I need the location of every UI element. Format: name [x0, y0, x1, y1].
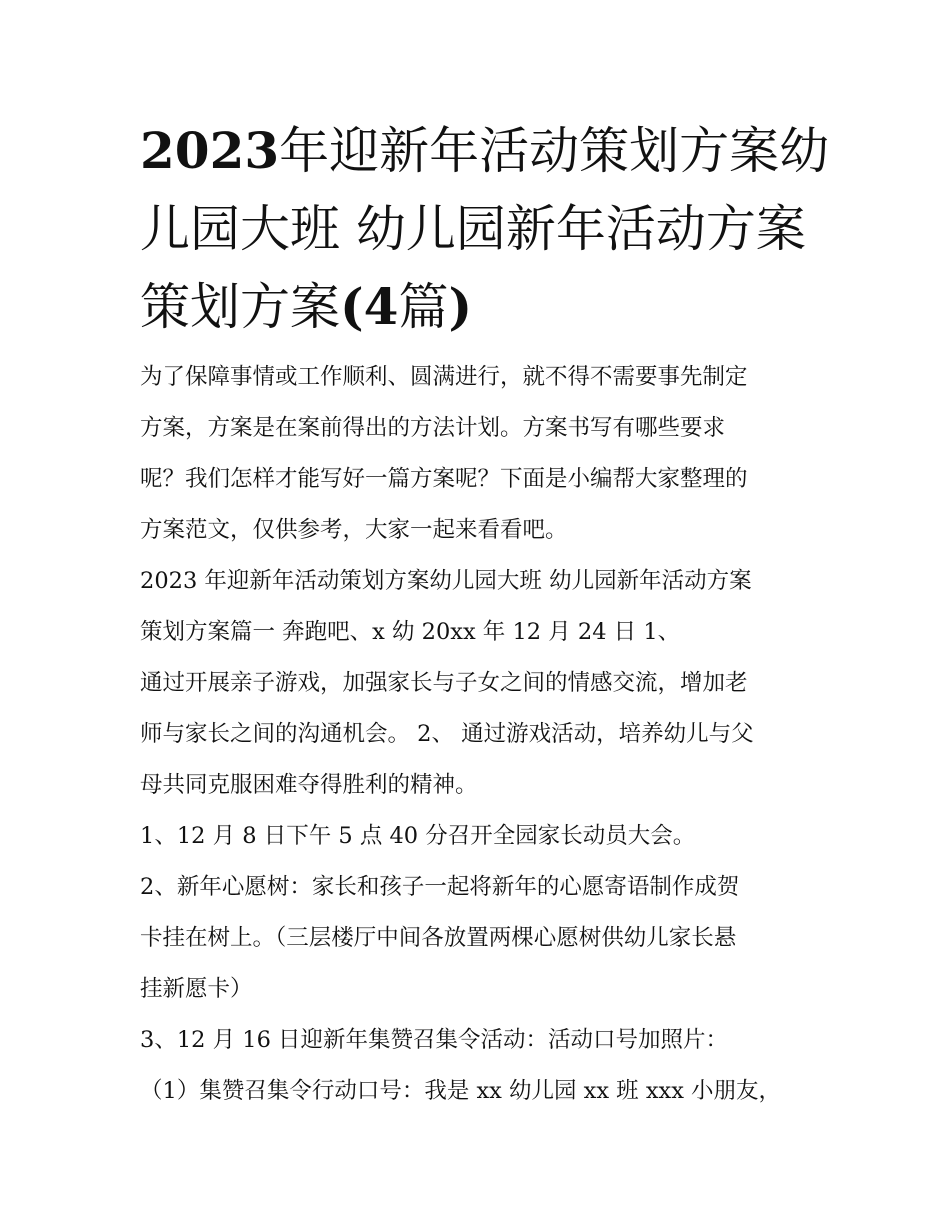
title-close-paren: )	[448, 277, 473, 336]
body-line: 1、12 月 8 日下午 5 点 40 分召开全园家长动员大会。	[140, 823, 696, 849]
body-line: （1）集赞召集令行动口号：我是 xx 幼儿园 xx 班 xxx 小朋友，	[140, 1078, 782, 1104]
title-year: 2023	[140, 121, 280, 180]
body-line: 为了保障事情或工作顺利、圆满进行，就不得不需要事先制定	[140, 364, 748, 390]
title-count-unit: 篇	[398, 278, 449, 336]
title-line-2: 儿园大班 幼儿园新年活动方案	[140, 200, 806, 258]
title-line-1-text: 年迎新年活动策划方案幼	[279, 122, 830, 180]
body-line: 策划方案篇一 奔跑吧、x 幼 20xx 年 12 月 24 日 1、	[140, 619, 681, 645]
title-line-1	[140, 112, 830, 190]
body-line: 呢？我们怎样才能写好一篇方案呢？下面是小编帮大家整理的	[140, 466, 748, 492]
body-line: 母共同克服困难夺得胜利的精神。	[140, 772, 478, 798]
body-line: 2023 年迎新年活动策划方案幼儿园大班 幼儿园新年活动方案	[140, 568, 752, 594]
title-line-3-text: 策划方案	[140, 278, 340, 336]
document-body	[140, 352, 830, 1117]
document-title	[140, 112, 830, 346]
body-line: 3、12 月 16 日迎新年集赞召集令活动：活动口号加照片：	[140, 1027, 729, 1053]
body-line: 2、新年心愿树：家长和孩子一起将新年的心愿寄语制作成贺	[140, 874, 740, 900]
body-line: 方案范文，仅供参考，大家一起来看看吧。	[140, 517, 568, 543]
body-line: 方案，方案是在案前得出的方法计划。方案书写有哪些要求	[140, 415, 726, 441]
body-line: 挂新愿卡）	[140, 976, 253, 1002]
title-count: (4	[340, 277, 399, 336]
body-line: 通过开展亲子游戏，加强家长与子女之间的情感交流，增加老	[140, 670, 748, 696]
body-line: 师与家长之间的沟通机会。 2、 通过游戏活动，培养幼儿与父	[140, 721, 754, 747]
title-line-3	[140, 268, 820, 346]
body-line: 卡挂在树上。（三层楼厅中间各放置两棵心愿树供幼儿家长悬	[140, 925, 737, 951]
